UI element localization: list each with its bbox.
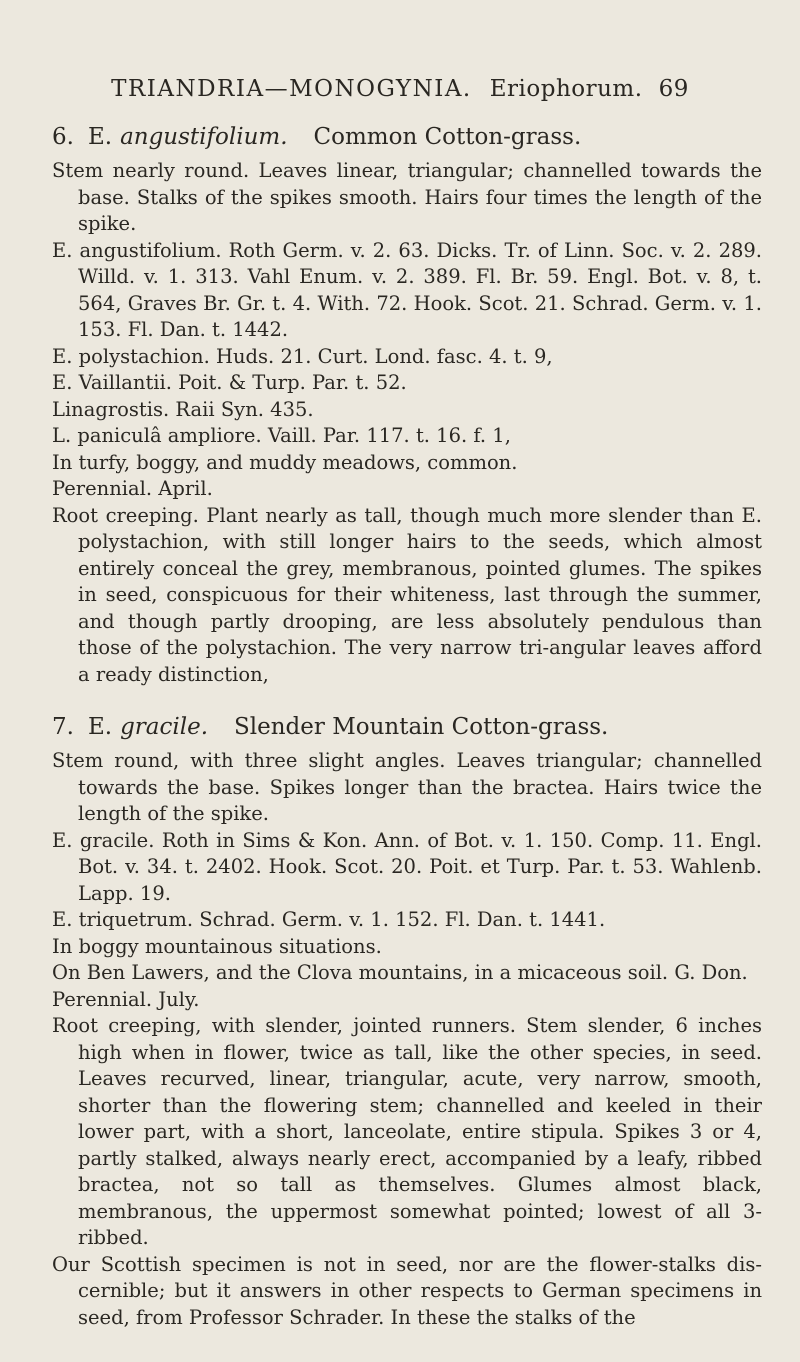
species-number: 6. — [52, 124, 74, 150]
synonym-entry: E. angustifolium. Roth Germ. v. 2. 63. Dicks. Tr. of Linn. Soc. v. 2. 289. Willd. v. 1. 313. Vahl Enum. v. 2. 389. Fl. Br. 59. Engl. Bot. v. 8, t. 564, Graves Br. Gr. t. 4. With. 72. Hook. Scot. 21. Schrad. Germ. v. 1. 153. Fl. Dan. t. 1442. — [52, 238, 762, 341]
section-gap — [52, 688, 762, 712]
running-head — [0, 76, 800, 102]
habitat-note: In boggy mountainous situations. — [52, 934, 382, 958]
description-paragraph: Root creeping, with slender, jointed runners. Stem slender, 6 inches high when in flower, twice as tall, like the other species, in seed. Leaves recurved, linear, triangular, acute, very narrow, smooth, shorter than the flowering stem; channelled and keeled in their lower part, with a short, lanceolate, entire stipula. Spikes 3 or 4, partly stalked, always nearly erect, accompanied by a leafy, ribbed bractea, not so tall as themselves. Glumes almost black, membranous, the uppermost somewhat pointed; lowest of all 3-ribbed. — [52, 1014, 762, 1249]
species-epithet: gracile. — [120, 714, 209, 740]
synonym-entry: L. paniculâ ampliore. Vaill. Par. 117. t. 16. f. 1, — [52, 424, 511, 447]
synonym-entry: Linagrostis. Raii Syn. 435. — [52, 397, 314, 421]
habitat-note: In turfy, boggy, and muddy meadows, common. — [52, 450, 518, 474]
synonym-entry: E. triquetrum. Schrad. Germ. v. 1. 152. Fl. Dan. t. 1441. — [52, 908, 606, 931]
locality-note: On Ben Lawers, and the Clova mountains, in a micaceous soil. G. Don. — [52, 961, 748, 984]
species-diagnosis: Stem round, with three slight angles. Leaves triangular; channelled towards the base. Spikes longer than the bractea. Hairs twice the length of the spike. — [52, 749, 762, 825]
species-heading — [52, 712, 762, 742]
running-head-genus: Eriophorum. — [489, 76, 643, 102]
synonym-entry: E. gracile. Roth in Sims & Kon. Ann. of Bot. v. 1. 150. Comp. 11. Engl. Bot. v. 34. t. 2402. Hook. Scot. 20. Poit. et Turp. Par. t. 53. Wahlenb. Lapp. 19. — [52, 828, 762, 905]
species-heading — [52, 122, 762, 152]
description-paragraph: Our Scottish specimen is not in seed, nor are the flower-stalks dis-cernible; but it answers in other respects to German specimens in seed, from Professor Schrader. In these the stalks of the — [52, 1252, 762, 1329]
page-body — [52, 122, 762, 1331]
species-number: 7. — [52, 714, 74, 740]
species-common-name: Common Cotton-grass. — [313, 124, 582, 150]
species-epithet: angustifolium. — [120, 124, 288, 150]
species-genus: E. — [87, 124, 113, 150]
synonym-entry: E. polystachion. Huds. 21. Curt. Lond. fasc. 4. t. 9, — [52, 344, 553, 368]
species-genus: E. — [87, 714, 113, 740]
description-paragraph: Root creeping. Plant nearly as tall, though much more slender than E. polystachion, with still longer hairs to the seeds, which almost entirely conceal the grey, membranous, pointed glumes. The spikes in seed, conspicuous for their whiteness, last through the summer, and though partly drooping, are less absolutely pendulous than those of the polystachion. The very narrow tri-angular leaves afford a ready distinction, — [52, 503, 762, 686]
duration-note: Perennial. April. — [52, 477, 213, 500]
running-head-title: TRIANDRIA—MONOGYNIA. — [111, 76, 472, 102]
duration-note: Perennial. July. — [52, 987, 200, 1011]
synonym-entry: E. Vaillantii. Poit. & Turp. Par. t. 52. — [52, 371, 407, 394]
species-common-name: Slender Mountain Cotton-grass. — [234, 714, 609, 740]
species-diagnosis: Stem nearly round. Leaves linear, triangular; channelled towards the base. Stalks of the spikes smooth. Hairs four times the length of the spike. — [52, 159, 762, 235]
page-number: 69 — [658, 76, 689, 102]
